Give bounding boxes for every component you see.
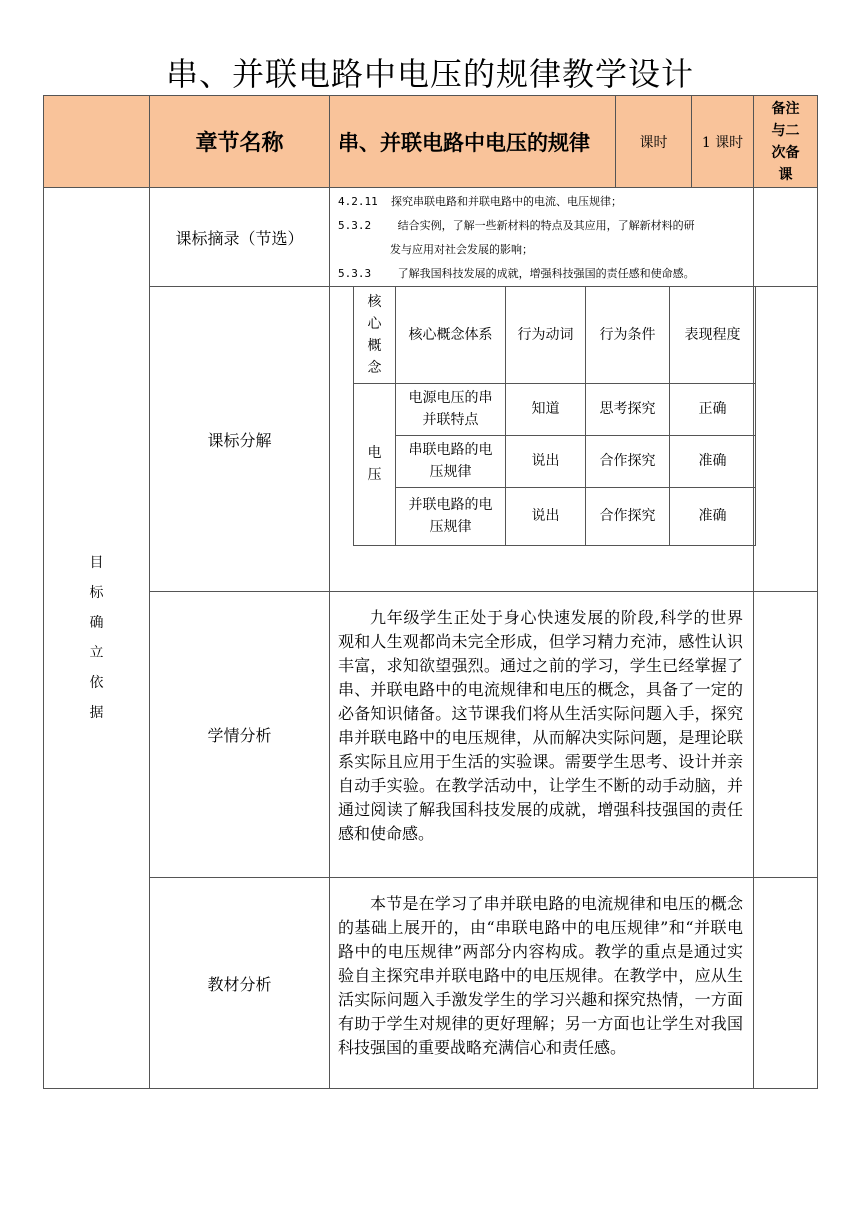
decomposition-label: 课标分解 — [150, 287, 330, 592]
period-value: 1 课时 — [692, 96, 754, 188]
system-cell: 串联电路的电 压规律 — [396, 435, 506, 487]
verb-cell: 说出 — [506, 435, 586, 487]
document-title: 串、并联电路中电压的规律教学设计 — [165, 55, 694, 93]
standard-line: 4.2.11 探究串联电路和并联电路中的电流、电压规律； — [338, 195, 622, 208]
table-row — [354, 383, 756, 435]
material-row — [44, 878, 818, 1089]
table-row — [354, 435, 756, 487]
performance-degree-header: 表现程度 — [670, 287, 756, 383]
decomposition-row — [44, 287, 818, 592]
verb-cell: 知道 — [506, 383, 586, 435]
system-cell: 电源电压的串 并联特点 — [396, 383, 506, 435]
note-cell — [754, 287, 818, 592]
decomposition-cell — [330, 287, 754, 592]
standard-line: 5.3.3 了解我国科技发展的成就，增强科技强国的责任感和使命感。 — [338, 267, 695, 280]
decomposition-header-row — [354, 287, 756, 383]
table-row — [354, 487, 756, 545]
degree-cell: 准确 — [670, 435, 756, 487]
material-analysis-text: 本节是在学习了串并联电路的电流规律和电压的概念的基础上展开的，由“串联电路中的电压规律”和“并联电路中的电压规律”两部分内容构成。教学的重点是通过实验自主探究串并联电路中的电压规律。在教学中，应从生活实际问题入手激发学生的学习兴趣和探究热情，一方面有助于学生对规律的更好理解；另一方面也让学生对我国科技强国的重要战略充满信心和责任感。 — [330, 878, 754, 1089]
condition-cell: 合作探究 — [586, 487, 670, 545]
behavior-verb-header: 行为动词 — [506, 287, 586, 383]
header-blank-cell — [44, 96, 150, 188]
standard-line: 5.3.2 结合实例，了解一些新材料的特点及其应用，了解新材料的研 — [338, 219, 695, 232]
degree-cell: 正确 — [670, 383, 756, 435]
material-analysis-label: 教材分析 — [150, 878, 330, 1089]
system-cell: 并联电路的电 压规律 — [396, 487, 506, 545]
standards-row — [44, 188, 818, 287]
concept-voltage: 电 压 — [354, 383, 396, 545]
decomposition-table — [353, 287, 756, 546]
basis-label: 目 标 确 立 依 据 — [44, 188, 150, 1089]
note-cell — [754, 878, 818, 1089]
lesson-design-table — [43, 95, 818, 1089]
degree-cell: 准确 — [670, 487, 756, 545]
chapter-name: 串、并联电路中电压的规律 — [330, 96, 616, 188]
learner-row — [44, 592, 818, 878]
concept-system-header: 核心概念体系 — [396, 287, 506, 383]
standards-excerpt — [330, 188, 754, 287]
verb-cell: 说出 — [506, 487, 586, 545]
note-label: 备注 与二 次备 课 — [754, 96, 818, 188]
period-label: 课时 — [616, 96, 692, 188]
condition-cell: 合作探究 — [586, 435, 670, 487]
standard-line: 发与应用对社会发展的影响； — [390, 243, 533, 256]
chapter-label: 章节名称 — [150, 96, 330, 188]
condition-cell: 思考探究 — [586, 383, 670, 435]
core-concept-header: 核 心 概 念 — [354, 287, 396, 383]
behavior-condition-header: 行为条件 — [586, 287, 670, 383]
header-row — [44, 96, 818, 188]
note-cell — [754, 592, 818, 878]
learner-analysis-text: 九年级学生正处于身心快速发展的阶段,科学的世界观和人生观都尚未完全形成，但学习精力充沛，感性认识丰富，求知欲望强烈。通过之前的学习，学生已经掌握了串、并联电路中的电流规律和电压的概念，具备了一定的必备知识储备。这节课我们将从生活实际问题入手，探究串并联电路中的电压规律，从而解决实际问题，是理论联系实际且应用于生活的实验课。需要学生思考、设计并亲自动手实验。在教学活动中，让学生不断的动手动脑，并通过阅读了解我国科技发展的成就，增强科技强国的责任感和使命感。 — [330, 592, 754, 878]
learner-analysis-label: 学情分析 — [150, 592, 330, 878]
note-cell — [754, 188, 818, 287]
standards-label: 课标摘录（节选） — [150, 188, 330, 287]
